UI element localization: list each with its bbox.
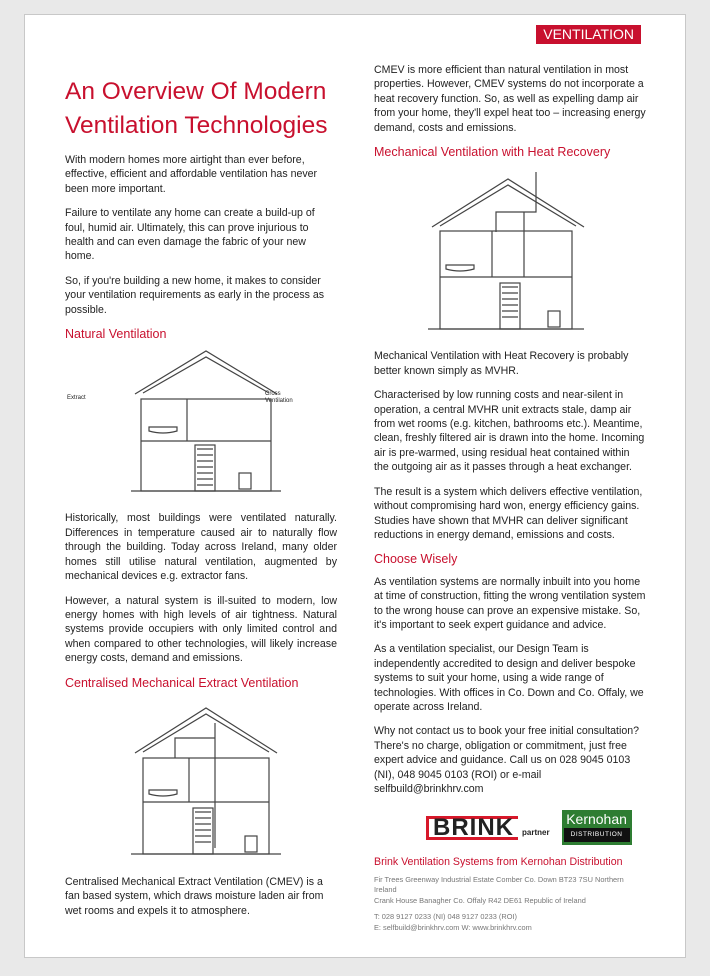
- heading-natural-ventilation: Natural Ventilation: [65, 327, 167, 342]
- kernohan-logo: Kernohan DISTRIBUTION: [562, 810, 632, 845]
- paragraph: Historically, most buildings were ventilated naturally. Differences in temperature caused air to naturally flow through the building. Today across Ireland, many older homes still utilise natural ventilation, augmented by mechanical devices e.g. extractor fans.: [65, 512, 337, 583]
- section-tag: VENTILATION: [536, 25, 641, 44]
- phone-numbers: T: 028 9127 0233 (NI) 048 9127 0233 (ROI): [374, 912, 517, 922]
- left-column: [65, 75, 337, 928]
- right-column: [374, 63, 646, 934]
- paragraph: Characterised by low running costs and near-silent in operation, a central MVHR unit extracts stale, damp air from wet rooms (e.g. kitchen, bathrooms etc.). Meantime, clean, freshly filtered air is drawn into the home. Incoming air is pre-warmed, using residual heat contained within the outgoing air as it passes through a heat exchanger.: [374, 389, 645, 474]
- email-web: E: selfbuild@brinkhrv.com W: www.brinkhrv.com: [374, 923, 532, 932]
- natural-ventilation-diagram: [65, 349, 337, 499]
- paragraph: Failure to ventilate any home can create a build-up of foul, humid air. Ultimately, this can prove injurious to health and can even damage the fabric of your new home.: [65, 207, 315, 263]
- label-extract: Extract: [67, 395, 86, 402]
- paragraph: CMEV is more efficient than natural ventilation in most properties. However, CMEV systems do not incorporate a heat recovery function. So, as well as expelling damp air from your home, they'll expel heat too – increasing energy demand, costs and emissions.: [374, 64, 646, 134]
- document-page: [24, 14, 686, 958]
- paragraph: As ventilation systems are normally inbuilt into you home at time of construction, fitting the wrong ventilation system to the wrong house can prove an expensive mistake. So, it's important to seek expert guidance and advice.: [374, 575, 646, 631]
- address-ni: Fir Trees Greenway Industrial Estate Comber Co. Down BT23 7SU Northern Ireland: [374, 874, 624, 895]
- address-roi: Crank House Banagher Co. Offaly R42 DE61 Republic of Ireland: [374, 895, 586, 905]
- paragraph: Mechanical Ventilation with Heat Recovery is probably better known simply as MVHR.: [374, 350, 629, 377]
- partner-logos: [426, 810, 646, 845]
- paragraph: Why not contact us to book your free initial consultation? There's no charge, obligation or commitment, just free expert advice and guidance. Call us on 028 9045 0103 (NI), 048 9045 0103 (ROI) or e-mail selfbuild@brinkhrv.com: [374, 725, 639, 795]
- heading-mvhr: Mechanical Ventilation with Heat Recovery: [374, 145, 611, 160]
- heading-choose-wisely: Choose Wisely: [374, 552, 458, 567]
- paragraph: So, if you're building a new home, it makes to consider your ventilation requirements as early in the process as possible.: [65, 274, 325, 316]
- mvhr-diagram: [374, 167, 646, 337]
- paragraph: As a ventilation specialist, our Design Team is independently accredited to design and deliver bespoke systems to suit your home, using a wide range of technologies. With offices in Co. Down and Co. Offaly, we operate across Ireland.: [374, 643, 644, 713]
- cmev-diagram: [65, 698, 337, 863]
- footer-title: Brink Ventilation Systems from Kernohan Distribution: [374, 856, 623, 869]
- page-title: An Overview Of Modern Ventilation Technologies: [65, 78, 328, 139]
- heading-cmev: Centralised Mechanical Extract Ventilation: [65, 675, 299, 690]
- paragraph: The result is a system which delivers effective ventilation, without compromising hard won, energy efficiency gains. Studies have shown that MVHR can deliver significant reductions in energy demand, emissions and costs.: [374, 485, 643, 541]
- paragraph: Centralised Mechanical Extract Ventilation (CMEV) is a fan based system, which draws moisture laden air from wet rooms and expels it to atmosphere.: [65, 875, 324, 917]
- brink-logo: BRINK partner: [426, 816, 550, 840]
- paragraph: However, a natural system is ill-suited to modern, low energy homes with high levels of air tightness. Natural systems provide occupiers with only limited control and when compared to other technologies, will likely increase energy costs, demand and emissions.: [65, 594, 337, 665]
- label-cross-ventilation: Cross Ventilation: [265, 391, 293, 405]
- paragraph: With modern homes more airtight than ever before, effective, efficient and affordable ventilation has never been more important.: [65, 154, 318, 195]
